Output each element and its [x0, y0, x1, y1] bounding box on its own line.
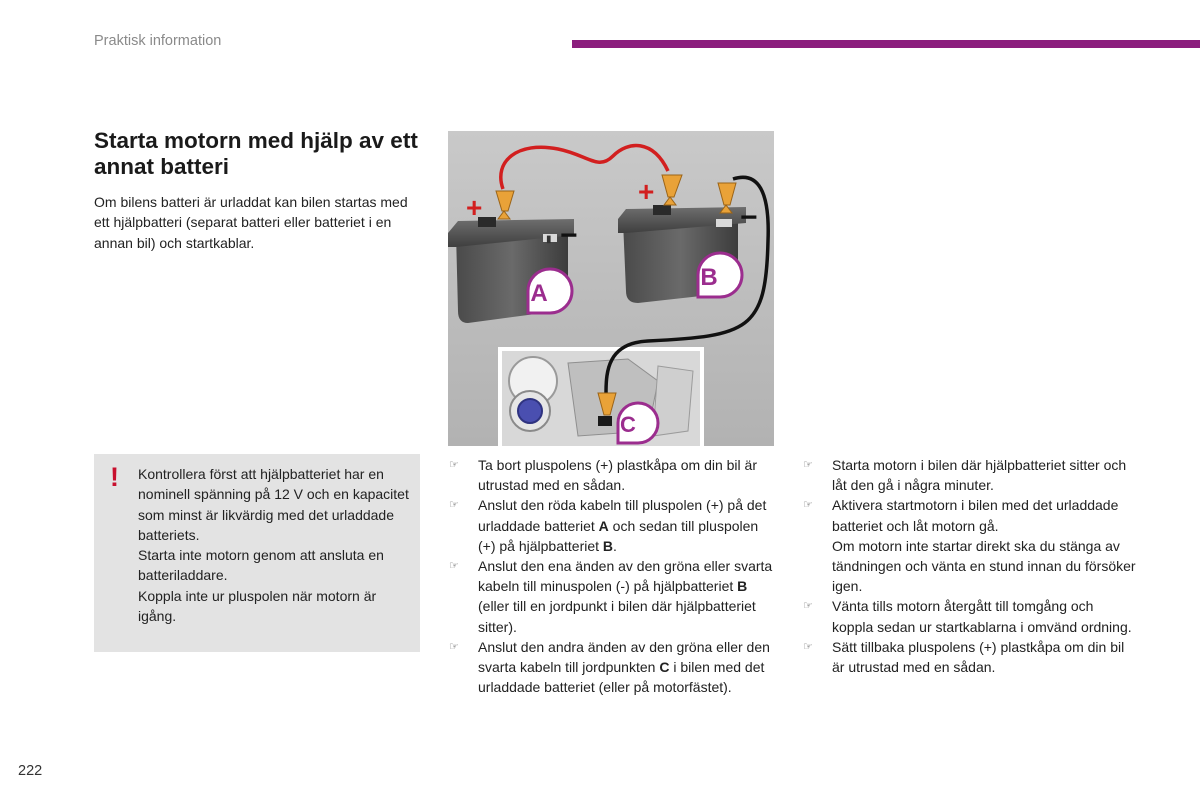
step-text: och sedan till pluspolen (+) på hjälpbatteriet: [478, 517, 759, 554]
step-text: .: [613, 537, 617, 554]
pointing-hand-icon: ☞: [449, 459, 459, 471]
minus-sign-b: −: [740, 201, 758, 234]
step-text: Anslut den röda kabeln till pluspolen (+) på det urladdade batteriet: [478, 497, 767, 534]
pointing-hand-icon: ☞: [449, 499, 459, 512]
intro-paragraph: Om bilens batteri är urladdat kan bilen startas med ett hjälpbatteri (separat batteri eller batteriet i en annan bil) och startkablar.: [94, 194, 408, 251]
pointing-hand-icon: ☞: [803, 600, 813, 613]
warning-line: Starta inte motorn genom att ansluta en batteriladdare.: [138, 547, 384, 584]
step-text: Starta motorn i bilen där hjälpbatteriet sitter och låt den gå i några minuter.: [832, 457, 1127, 494]
step-emphasis: A: [598, 517, 609, 534]
warning-line: Koppla inte ur pluspolen när motorn är igång.: [138, 587, 377, 625]
jump-start-illustration: [448, 131, 774, 446]
instruction-step: [449, 455, 779, 495]
header-accent-bar: [572, 40, 1200, 48]
pointing-hand-icon: ☞: [449, 560, 459, 573]
instruction-step: [449, 637, 779, 698]
pointing-hand-icon: ☞: [803, 499, 813, 512]
instruction-step: [803, 455, 1138, 495]
svg-text:A: A: [530, 280, 548, 307]
page-title: Starta motorn med hjälp av ett annat batteri: [94, 128, 418, 179]
warning-text: [138, 464, 416, 626]
step-text: Sätt tillbaka pluspolens (+) plastkåpa om din bil är utrustad med en sådan.: [832, 638, 1125, 676]
svg-text:▮: ▮: [546, 234, 552, 245]
step-emphasis: C: [659, 659, 670, 676]
step-text: i bilen med det urladdade batteriet (eller på motorfästet).: [478, 659, 765, 696]
instruction-list-left: [449, 455, 779, 697]
plus-sign-a: +: [466, 192, 483, 223]
step-text: Anslut den ena änden av den gröna eller svarta kabeln till minuspolen (-) på hjälpbatteriet: [478, 558, 773, 595]
instruction-step: [803, 536, 1138, 597]
step-emphasis: B: [602, 537, 614, 554]
pointing-hand-icon: ☞: [803, 459, 813, 471]
plus-sign-b: +: [638, 176, 655, 207]
step-text: Anslut den andra änden av den gröna eller den svarta kabeln till jordpunkten: [478, 638, 770, 676]
instruction-step: [803, 596, 1138, 636]
instruction-step: [803, 637, 1138, 677]
instruction-step: [449, 556, 779, 637]
badge-b: [698, 253, 742, 297]
pointing-hand-icon: ☞: [803, 640, 813, 653]
minus-sign-a: −: [560, 219, 578, 252]
step-text: Om motorn inte startar direkt ska du stänga av tändningen och vänta en stund innan du försöker igen.: [832, 537, 1136, 595]
badge-c: [618, 403, 658, 443]
instruction-list-right: [803, 455, 1138, 677]
warning-line: Kontrollera först att hjälpbatteriet har en nominell spänning på 12 V och en kapacitet som minst är likvärdig med det urladdade batteriets.: [138, 466, 409, 543]
warning-icon: !: [110, 462, 119, 492]
instruction-step: [449, 495, 779, 556]
step-text: Ta bort pluspolens (+) plastkåpa om din bil är utrustad med en sådan.: [478, 457, 757, 494]
svg-text:B: B: [700, 264, 718, 291]
step-text: Aktivera startmotorn i bilen med det urladdade batteriet och låt motorn gå.: [832, 497, 1119, 534]
step-emphasis: B: [737, 578, 748, 595]
section-header: Praktisk information: [94, 33, 222, 49]
step-text: (eller till en jordpunkt i bilen där hjälpbatteriet sitter).: [478, 598, 756, 635]
page-number: 222: [18, 763, 43, 779]
instruction-step: [803, 495, 1138, 535]
badge-a: [528, 269, 572, 313]
warning-box: [94, 454, 420, 652]
svg-text:C: C: [620, 412, 636, 437]
pointing-hand-icon: ☞: [449, 640, 459, 653]
step-text: Vänta tills motorn återgått till tomgång och koppla sedan ur startkablarna i omvänd ordning.: [832, 598, 1132, 635]
